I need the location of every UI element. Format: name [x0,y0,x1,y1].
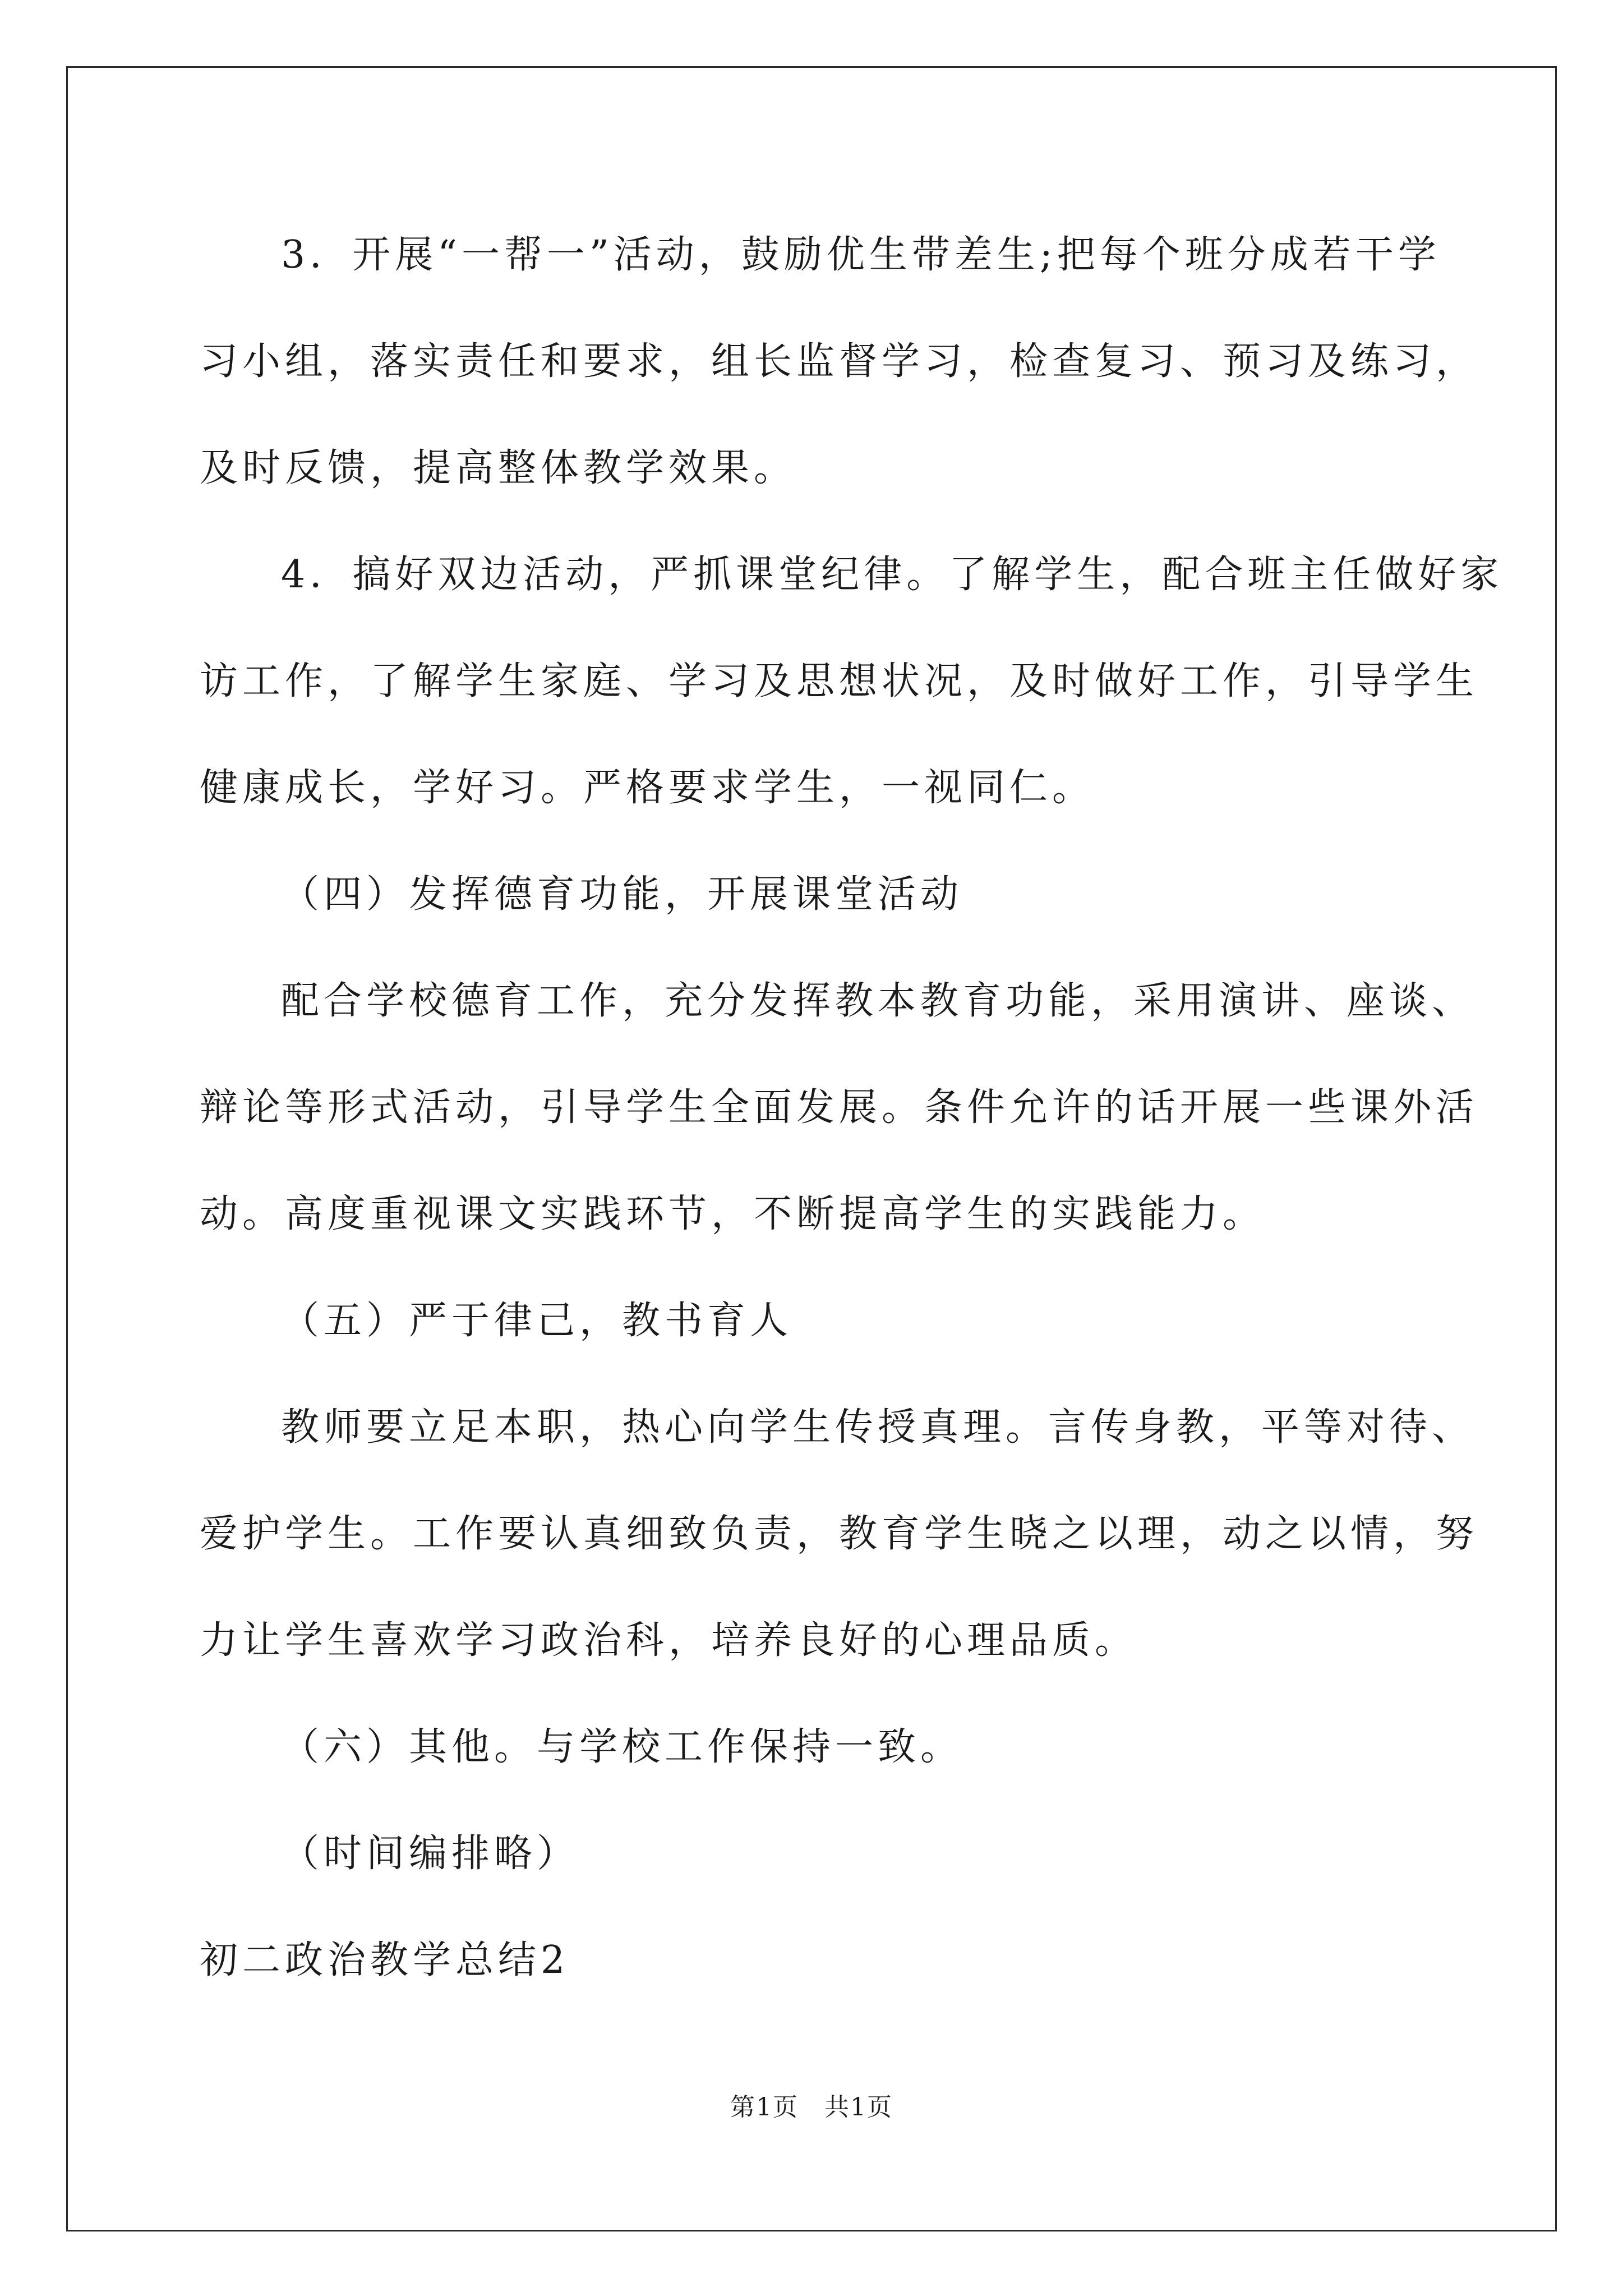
section-heading: （六）其他。与学校工作保持一致。 [281,1725,963,1769]
text-line: （时间编排略） [281,1832,580,1876]
paragraph-dual-activity [200,522,1504,841]
paragraph-help-one [200,202,1479,522]
text-line: 4．搞好双边活动，严抓课堂纪律。了解学生，配合班主任做好家 [281,553,1504,597]
section-heading-five [200,1268,1433,1374]
text-line: 配合学校德育工作，充分发挥教本教育功能，采用演讲、座谈、 [281,979,1475,1023]
section-heading-four [200,841,1433,948]
text-line: 力让学生喜欢学习政治科，培养良好的心理品质。 [200,1618,1138,1663]
text-line: 3．开展“一帮一”活动，鼓励优生带差生;把每个班分成若干学 [281,233,1441,277]
text-line: 动。高度重视课文实践环节，不断提高学生的实践能力。 [200,1192,1266,1236]
text-line: 及时反馈，提高整体教学效果。 [200,446,797,490]
text-line: 访工作，了解学生家庭、学习及思想状况，及时做好工作，引导学生 [200,659,1479,703]
document-heading: 初二政治教学总结2 [200,1938,570,1982]
paragraph-moral-education [200,948,1479,1268]
document-body [200,202,1504,2014]
section-heading: （五）严于律己，教书育人 [281,1299,793,1343]
text-line: 爱护学生。工作要认真细致负责，教育学生晓之以理，动之以情，努 [200,1512,1479,1556]
text-line: 辩论等形式活动，引导学生全面发展。条件允许的话开展一些课外活 [200,1085,1479,1130]
page-number-footer: 第1页 共1页 [730,2093,893,2122]
text-line: 习小组，落实责任和要求，组长监督学习，检查复习、预习及练习， [200,339,1479,384]
paragraph-teacher-duty [200,1374,1479,1694]
text-line: 健康成长，学好习。严格要求学生，一视同仁。 [200,766,1095,810]
section-heading: （四）发挥德育功能，开展课堂活动 [281,872,963,917]
text-line: 教师要立足本职，热心向学生传授真理。言传身教，平等对待、 [281,1405,1475,1450]
section-heading-six [200,1694,1433,1801]
schedule-note [200,1801,1433,1907]
